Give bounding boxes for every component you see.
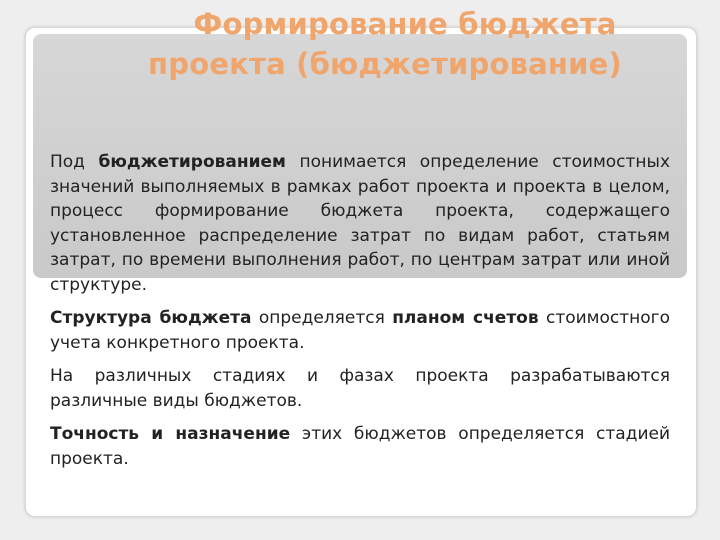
paragraph-text: определяется	[251, 308, 393, 328]
paragraph-text: понимается определение стоимостных значений выполняемых в рамках работ проекта и проекта в целом, процесс формирование бюджета проекта, содержащего установленное распределение затрат по видам работ, статьям затрат, по времени выполнения работ, по центрам затрат или иной структуре.	[50, 152, 671, 295]
title-line-1: Формирование бюджета	[193, 7, 617, 41]
paragraph-lead: Под	[50, 152, 99, 172]
paragraph-text: стоимостного учета конкретного проекта.	[50, 308, 670, 353]
slide-body	[50, 150, 670, 471]
term-accuracy-purpose: Точность и назначение	[50, 424, 291, 444]
term-budget-structure: Структура бюджета	[50, 308, 252, 328]
slide-title	[100, 4, 710, 84]
term-chart-of-accounts: планом счетов	[392, 308, 539, 328]
paragraph-budget-types	[50, 364, 670, 413]
paragraph-accuracy-purpose	[50, 422, 670, 471]
paragraph-budget-structure	[50, 306, 670, 355]
paragraph-text: этих бюджетов определяется стадией проекта.	[50, 424, 670, 469]
title-line-2: проекта (бюджетирование)	[148, 47, 622, 81]
paragraph-text: На различных стадиях и фазах проекта разрабатываются различные виды бюджетов.	[50, 366, 670, 411]
paragraph-budgeting-definition	[50, 150, 670, 297]
term-budgeting: бюджетированием	[98, 152, 286, 172]
